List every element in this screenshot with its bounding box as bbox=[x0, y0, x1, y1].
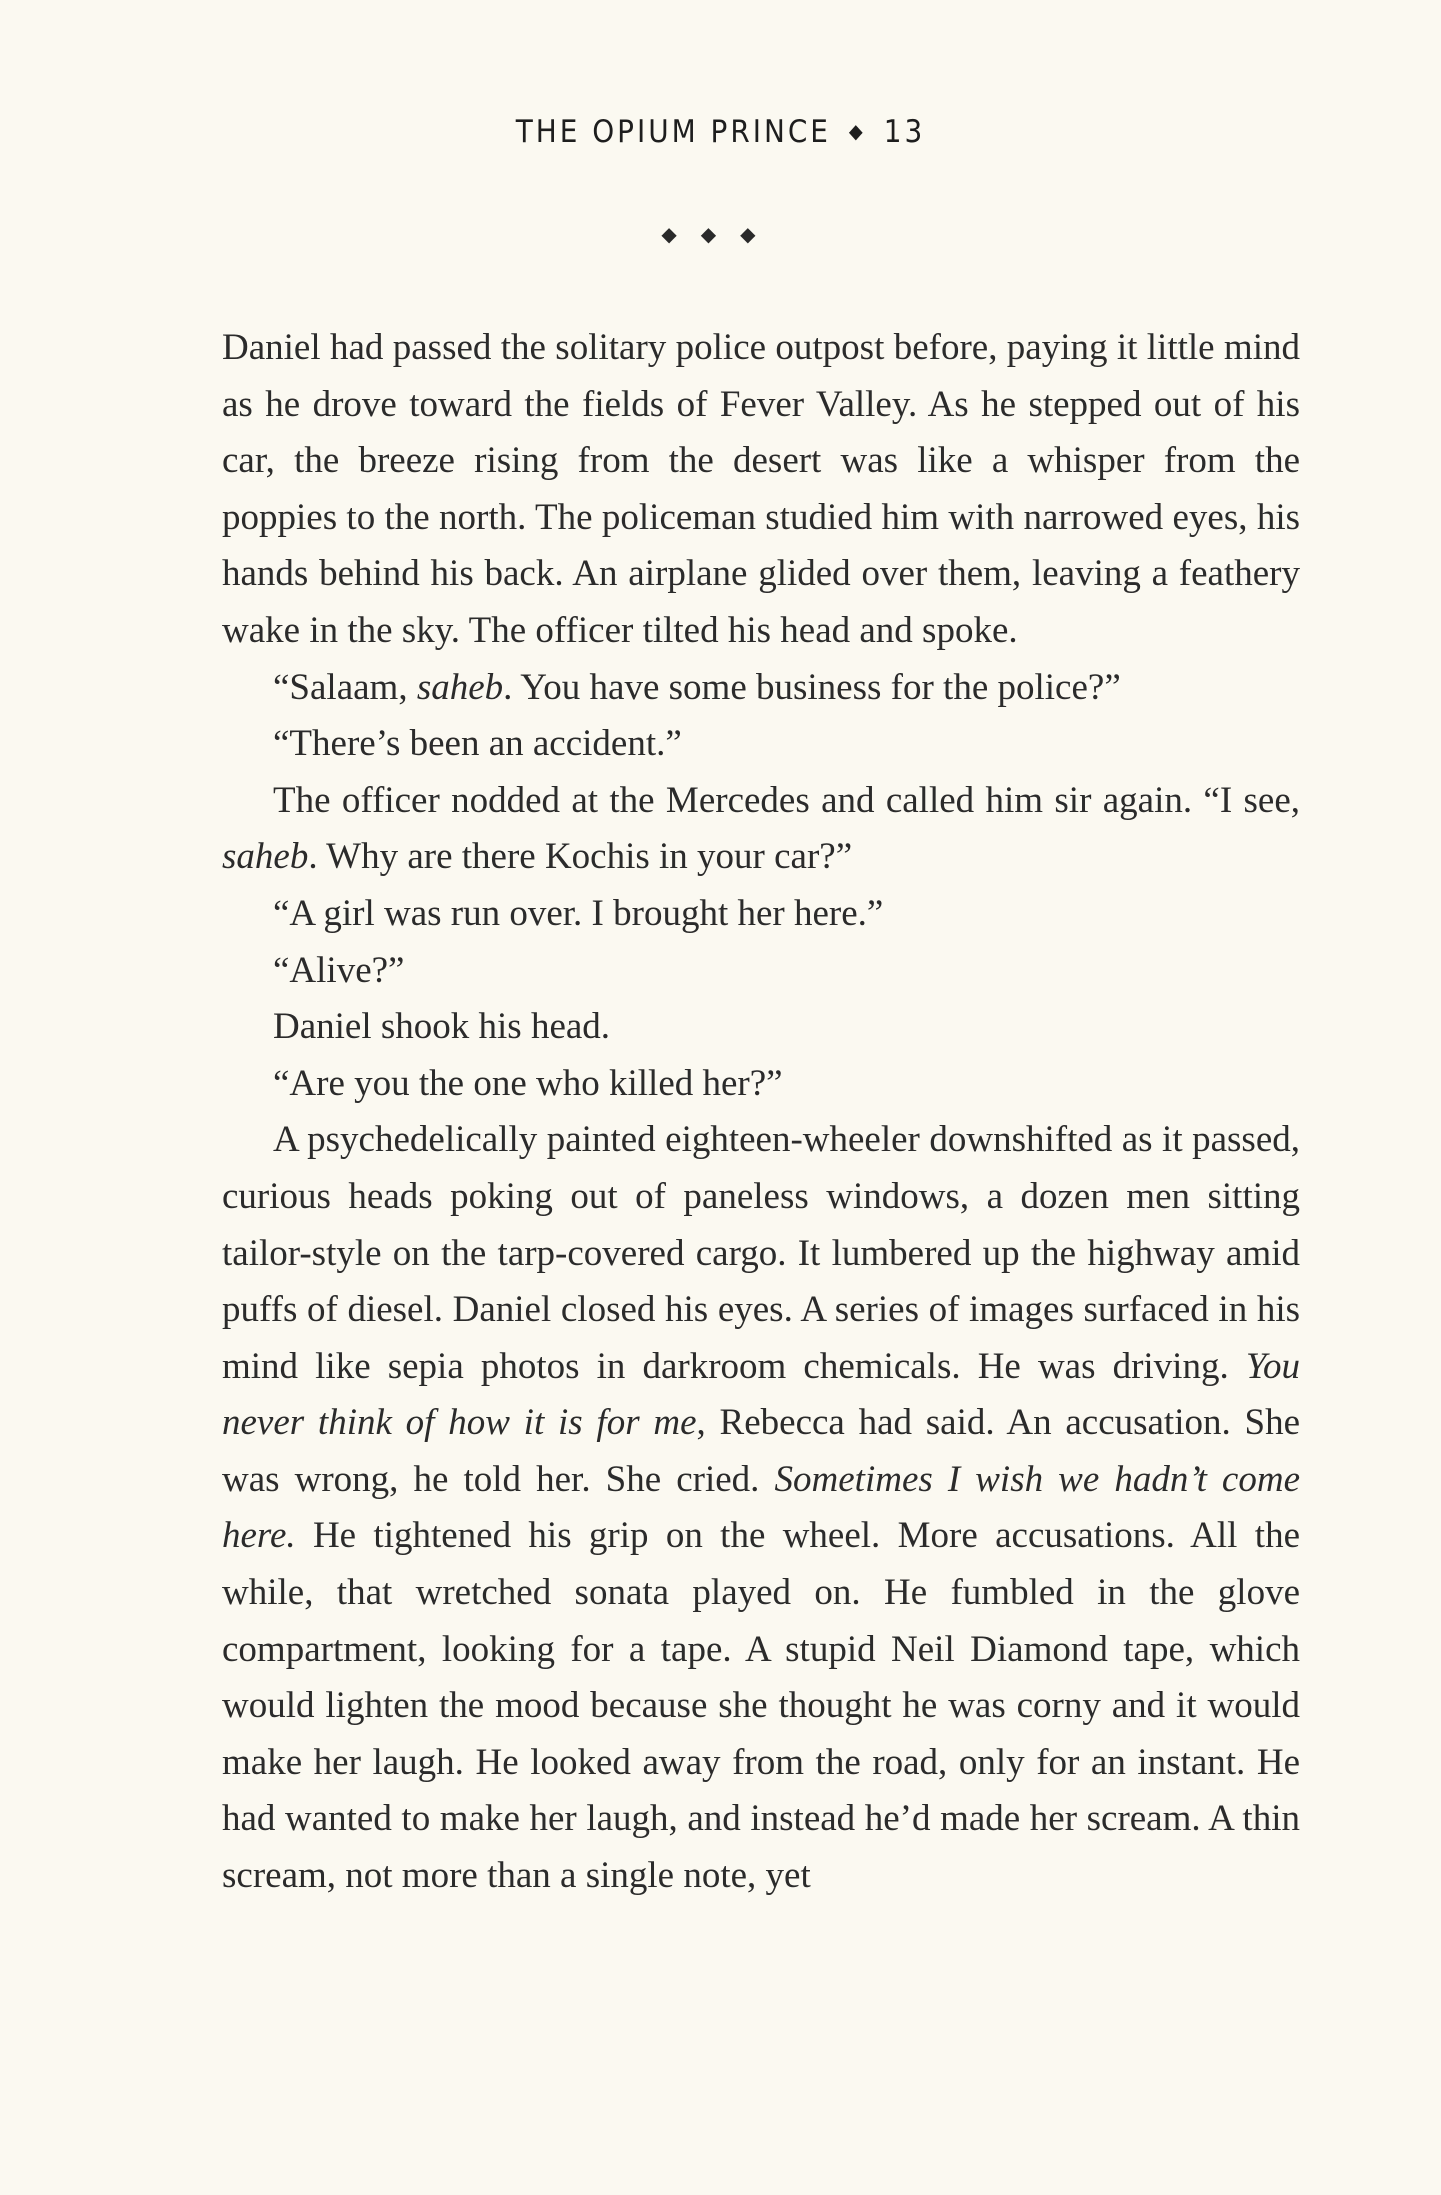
paragraph bbox=[222, 320, 1300, 660]
book-title: THE OPIUM PRINCE bbox=[515, 114, 831, 150]
paragraph bbox=[222, 1112, 1300, 1904]
paragraph bbox=[222, 660, 1300, 717]
paragraph bbox=[222, 943, 1300, 1000]
body-text bbox=[222, 320, 1300, 1905]
paragraph bbox=[222, 999, 1300, 1056]
paragraph bbox=[222, 1056, 1300, 1113]
paragraph bbox=[222, 716, 1300, 773]
italic-text-run: Sometimes I wish we hadn’t come here. bbox=[222, 1458, 1300, 1557]
text-run: Daniel had passed the solitary police outpost before, paying it little mind as he drove toward the fields of Fever Valley. As he stepped out of his car, the breeze rising from the desert was like a whisper from the poppies to the north. The policeman studied him with narrowed eyes, his hands behind his back. An airplane glided over them, leaving a feathery wake in the sky. The officer tilted his head and spoke. bbox=[222, 327, 1300, 651]
italic-text-run: saheb bbox=[416, 666, 504, 708]
page-number: 13 bbox=[883, 114, 926, 150]
text-run: “A girl was run over. I brought her here.” bbox=[273, 892, 884, 934]
section-break-ornament: ◆◆◆ bbox=[661, 224, 780, 246]
italic-text-run: You never think of how it is for me bbox=[222, 1345, 1300, 1444]
text-run: “Salaam, bbox=[273, 666, 417, 708]
text-run: The officer nodded at the Mercedes and called him sir again. “I see, bbox=[273, 779, 1300, 821]
text-run: , Rebecca had said. An accusation. She was wrong, he told her. She cried. bbox=[222, 1402, 1301, 1500]
text-run: “There’s been an accident.” bbox=[273, 723, 682, 765]
italic-text-run: saheb bbox=[222, 836, 309, 878]
text-run: A psychedelically painted eighteen-wheeler downshifted as it passed, curious heads poking out of paneless windows, a dozen men sitting tailor-style on the tarp-covered cargo. It lumbered up the highway amid puffs of diesel. Daniel closed his eyes. A series of images surfaced in his mind like sepia photos in darkroom chemicals. He was driving. bbox=[222, 1119, 1300, 1387]
text-run: . Why are there Kochis in your car?” bbox=[308, 836, 853, 878]
paragraph bbox=[222, 773, 1300, 886]
paragraph bbox=[222, 886, 1300, 943]
running-head bbox=[0, 114, 1441, 150]
text-run: . You have some business for the police?” bbox=[503, 666, 1121, 708]
text-run: “Are you the one who killed her?” bbox=[273, 1062, 783, 1104]
text-run: “Alive?” bbox=[273, 949, 405, 991]
diamond-separator-icon: ◆ bbox=[848, 119, 866, 143]
text-run: He tightened his grip on the wheel. More accusations. All the while, that wretched sonata played on. He fumbled in the glove compartment, looking for a tape. A stupid Neil Diamond tape, which would lighten the mood because she thought he was corny and it would make her laugh. He looked away from the road, only for an instant. He had wanted to make her laugh, and instead he’d made her scream. A thin scream, not more than a single note, yet bbox=[222, 1515, 1300, 1897]
text-run: Daniel shook his head. bbox=[273, 1006, 611, 1048]
